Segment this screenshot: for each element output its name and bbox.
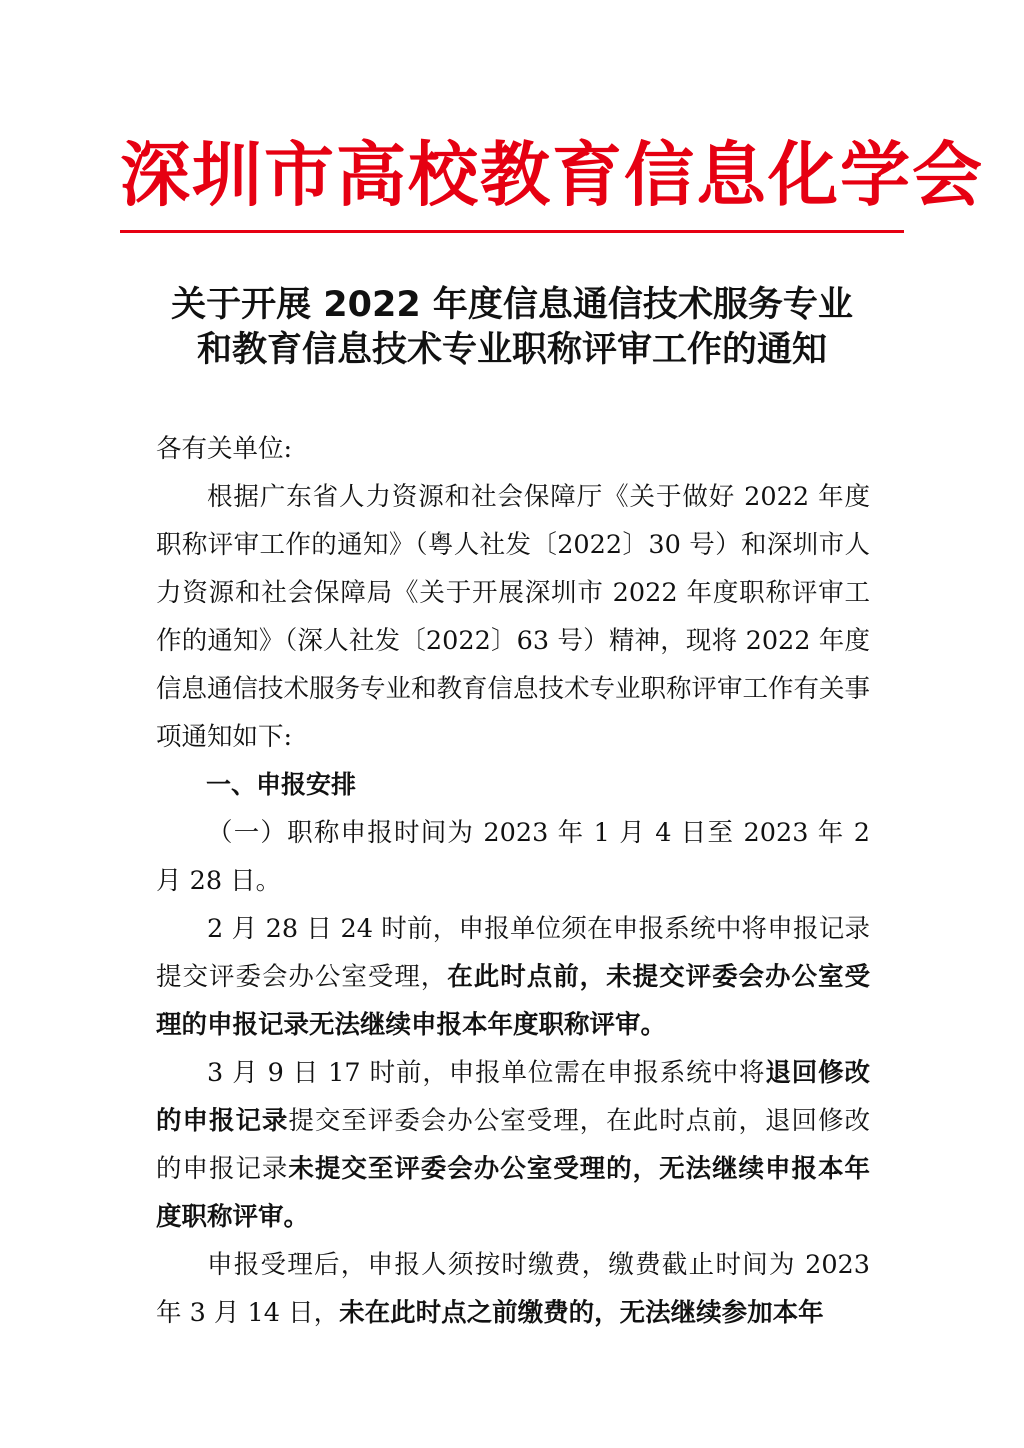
title-line-1: 关于开展 2022 年度信息通信技术服务专业 xyxy=(171,285,853,325)
payment-emphasis: 未在此时点之前缴费的，无法继续参加本年 xyxy=(339,1298,824,1328)
deadline-2-text-b: 提交至评委会办公室受理，在此时点前，退回修改的申报记录 xyxy=(156,1106,870,1184)
deadline-paragraph-1 xyxy=(156,905,870,1049)
payment-paragraph xyxy=(156,1241,870,1337)
notice-body xyxy=(156,425,870,1337)
deadline-1-text: 2 月 28 日 24 时前，申报单位须在申报系统中将申报记录提交评委会办公室受理， xyxy=(156,914,870,992)
letterhead-divider xyxy=(120,230,904,233)
deadline-paragraph-2 xyxy=(156,1049,870,1241)
deadline-1-emphasis: 在此时点前，未提交评委会办公室受理的申报记录无法继续申报本年度职称评审。 xyxy=(156,962,870,1040)
deadline-2-emphasis-b: 未提交至评委会办公室受理的，无法继续申报本年度职称评审。 xyxy=(156,1154,870,1232)
organization-letterhead: 深圳市高校教育信息化学会 xyxy=(120,133,984,216)
deadline-2-emphasis-a: 退回修改的申报记录 xyxy=(156,1058,870,1136)
deadline-2-text-a: 3 月 9 日 17 时前，申报单位需在申报系统中将 xyxy=(207,1058,766,1088)
notice-title xyxy=(110,283,914,373)
title-line-2: 和教育信息技术专业职称评审工作的通知 xyxy=(196,330,827,370)
payment-text: 申报受理后，申报人须按时缴费，缴费截止时间为 2023 年 3 月 14 日， xyxy=(156,1250,870,1328)
salutation: 各有关单位: xyxy=(156,434,293,464)
intro-paragraph: 根据广东省人力资源和社会保障厅《关于做好 2022 年度职称评审工作的通知》（粤人社发〔2022〕30 号）和深圳市人力资源和社会保障局《关于开展深圳市 2022 年度职称评审工作的通知》（深人社发〔2022〕63 号）精神，现将 2022 年度信息通信技术服务专业和教育信息技术专业职称评审工作有关事项通知如下: xyxy=(156,482,871,752)
section-heading-1: 一、申报安排 xyxy=(206,770,357,799)
item-1-paragraph: （一）职称申报时间为 2023 年 1 月 4 日至 2023 年 2 月 28 日。 xyxy=(156,818,870,896)
